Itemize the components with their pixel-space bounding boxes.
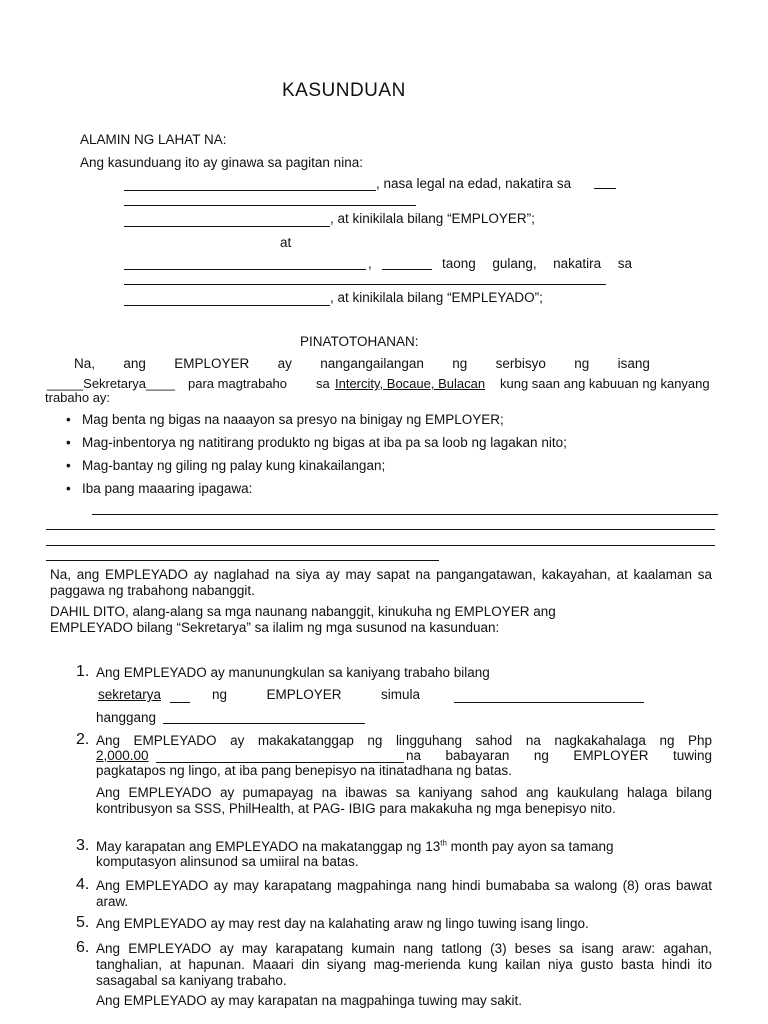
conjunction-at: at: [280, 235, 292, 250]
employer-address-blank-a: [594, 188, 616, 189]
employer-known-text: , at kinikilala bilang “EMPLOYER”;: [330, 211, 535, 226]
duty-item: • Iba pang maaaring ipagawa:: [82, 481, 252, 497]
work-scope-text: kung saan ang kabuuan ng kanyang: [500, 376, 710, 391]
other-duties-blank: [92, 514, 718, 515]
term-3-line2: komputasyon alinsunod sa umiiral na batas.: [96, 854, 359, 869]
employee-age-blank: [382, 269, 432, 270]
term-3-line1: May karapatan ang EMPLEYADO na makatanggap ng 13th month pay ayon sa tamang: [96, 838, 614, 854]
pinatotohanan-heading: PINATOTOHANAN:: [300, 334, 419, 349]
employee-address-blank-b: [124, 305, 330, 306]
intro-line: Ang kasunduang ito ay ginawa sa pagitan nina:: [80, 155, 363, 170]
term-2-line1: Ang EMPLEYADO ay makakatanggap ng lingguhang sahod na nagkakahalaga ng Php: [96, 733, 712, 748]
employer-name-blank: [124, 190, 376, 191]
employee-age-text: taong gulang, nakatira sa: [442, 256, 632, 271]
term-2-line2-words: na babayaran ng EMPLOYER tuwing: [406, 748, 712, 763]
location-sa: sa: [316, 376, 330, 391]
term-1-start-blank: [454, 702, 644, 703]
duty-item: • Mag-inbentorya ng natitirang produkto ng bigas at iba pa sa loob ng lagakan nito;: [82, 435, 567, 451]
term-1-position-blank: [170, 702, 190, 703]
term-number: 4.: [76, 876, 90, 893]
term-1-position: sekretarya: [98, 687, 162, 702]
employee-address-blank-a: [124, 284, 606, 285]
term-number: 3.: [76, 837, 90, 854]
declaration-paragraph: Na, ang EMPLEYADO ay naglahad na siya ay may sapat na pangangatawan, kakayahan, at kaalaman sa paggawa ng trabahong nabanggit.: [50, 567, 712, 598]
term-number: 6.: [76, 939, 90, 956]
term-2-amount: 2,000.00: [96, 748, 149, 763]
declaration-line-a: DAHIL DITO, alang-alang sa mga naunang nabanggit, kinukuha ng EMPLOYER ang: [50, 604, 556, 619]
employer-legal-text: , nasa legal na edad, nakatira sa: [376, 176, 572, 191]
pinatotohanan-line1: Na, ang EMPLOYER ay nangangailangan ng serbisyo ng isang: [74, 356, 650, 371]
term-1-text: Ang EMPLEYADO ay manunungkulan sa kaniyang trabaho bilang: [96, 665, 490, 680]
work-scope-line3: trabaho ay:: [45, 390, 111, 405]
term-1-until: hanggang: [96, 710, 157, 725]
employer-address-blank-c: [124, 226, 330, 227]
term-6-sick-leave: Ang EMPLEYADO ay may karapatan na magpahinga tuwing may sakit.: [96, 993, 522, 1008]
term-6-text: Ang EMPLEYADO ay may karapatang kumain nang tatlong (3) beses sa isang araw: agahan, tanghalian, at hapunan. Maaari din siyang mag-merienda kung kailan niya gusto basta hindi ito sasagabal sa kaniyang trabaho.: [96, 941, 712, 988]
intro-heading: ALAMIN NG LAHAT NA:: [80, 132, 227, 147]
declaration-line-b: EMPLEYADO bilang “Sekretarya” sa ilalim ng mga susunod na kasunduan:: [50, 620, 500, 635]
term-number: 5.: [76, 914, 90, 931]
other-duties-blank: [46, 529, 715, 530]
term-4-text: Ang EMPLEYADO ay may karapatang magpahinga nang hindi bumababa sa walong (8) oras bawat araw.: [96, 878, 712, 909]
term-1-words: ng EMPLOYER simula: [212, 687, 420, 702]
term-2-deductions: Ang EMPLEYADO ay pumapayag na ibawas sa kaniyang sahod ang kaukulang halaga bilang kontribusyon sa SSS, PhilHealth, at PAG- IBIG para makakuha ng mga benepisyo nito.: [96, 785, 712, 816]
other-duties-blank: [46, 560, 439, 561]
position-blank: _____Sekretarya____: [47, 376, 175, 391]
document-title: KASUNDUAN: [282, 80, 406, 101]
employee-comma: ,: [368, 256, 372, 271]
work-location: Intercity, Bocaue, Bulacan: [335, 376, 486, 391]
term-number: 2.: [76, 731, 90, 748]
duty-item: • Mag-bantay ng giling ng palay kung kinakailangan;: [82, 458, 385, 474]
employee-known-text: , at kinikilala bilang “EMPLEYADO”;: [330, 290, 543, 305]
employer-address-blank-b: [124, 205, 416, 206]
term-2-line3: pagkatapos ng lingo, at iba pang benepisyo na itinatadhana ng batas.: [96, 763, 512, 778]
other-duties-blank: [46, 545, 715, 546]
hire-text: para magtrabaho: [188, 376, 288, 391]
term-number: 1.: [76, 663, 90, 680]
employee-name-blank: [124, 269, 366, 270]
term-5-text: Ang EMPLEYADO ay may rest day na kalahating araw ng lingo tuwing isang lingo.: [96, 916, 589, 931]
term-1-until-blank: [163, 723, 365, 724]
duty-item: • Mag benta ng bigas na naaayon sa presyo na binigay ng EMPLOYER;: [82, 412, 504, 428]
